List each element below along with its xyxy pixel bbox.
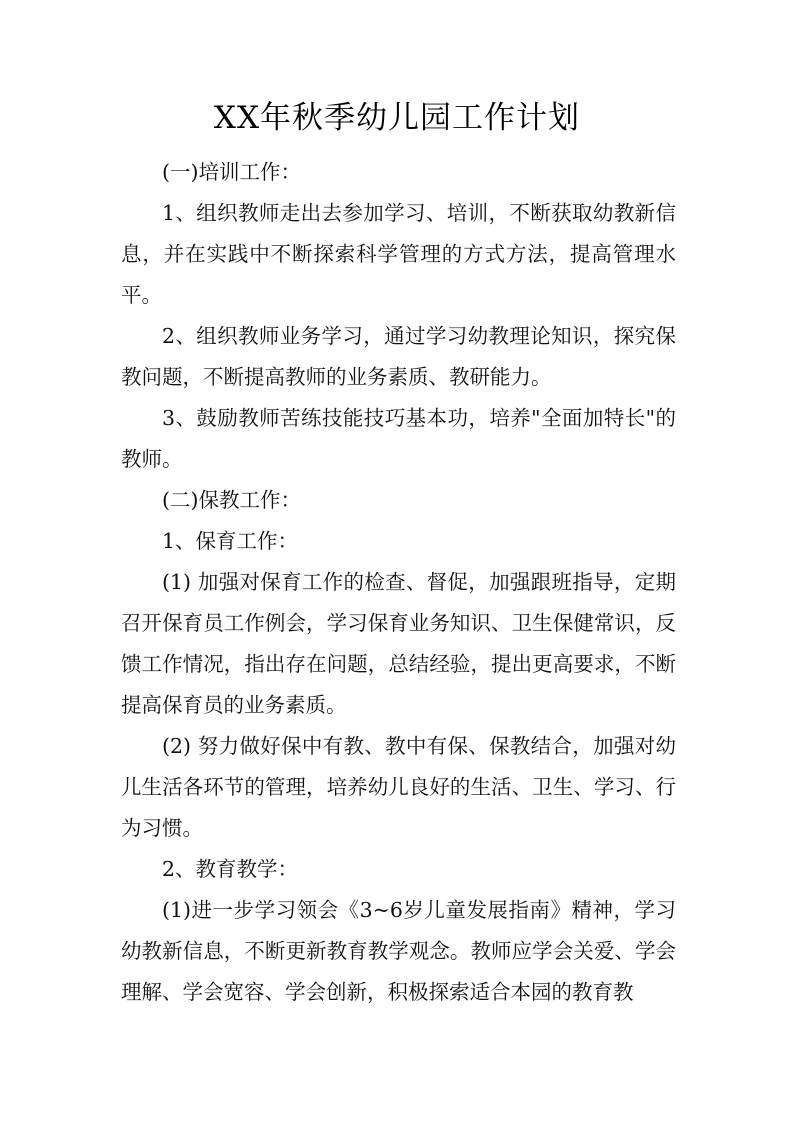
subheading-care-work: 1、保育工作： — [162, 529, 299, 553]
paragraph-training-2: 2、组织教师业务学习，通过学习幼教理论知识，探究保教问题，不断提高教师的业务素质、教研能力。 — [121, 324, 676, 389]
paragraph-training-1: 1、组织教师走出去参加学习、培训，不断获取幼教新信息，并在实践中不断探索科学管理的方式方法，提高管理水平。 — [121, 201, 676, 307]
document-title: XX年秋季幼儿园工作计划 — [213, 100, 581, 136]
paragraph-care-1: (1) 加强对保育工作的检查、督促，加强跟班指导，定期召开保育员工作例会，学习保育业务知识、卫生保健常识，反馈工作情况，指出存在问题，总结经验，提出更高要求，不断提高保育员的业务素质。 — [121, 570, 676, 717]
section-heading-training: (一)培训工作： — [162, 160, 301, 184]
paragraph-teaching-1: (1)进一步学习领会《3~6岁儿童发展指南》精神，学习幼教新信息，不断更新教育教学观念。教师应学会关爱、学会理解、学会宽容、学会创新，积极探索适合本园的教育教 — [121, 898, 676, 1004]
paragraph-training-3: 3、鼓励教师苦练技能技巧基本功，培养"全面加特长"的教师。 — [121, 406, 676, 471]
document-body — [121, 152, 676, 1013]
section-heading-care-education: (二)保教工作： — [162, 488, 301, 512]
paragraph-care-2: (2) 努力做好保中有教、教中有保、保教结合，加强对幼儿生活各环节的管理，培养幼儿良好的生活、卫生、学习、行为习惯。 — [121, 734, 676, 840]
subheading-teaching: 2、教育教学： — [162, 857, 299, 881]
